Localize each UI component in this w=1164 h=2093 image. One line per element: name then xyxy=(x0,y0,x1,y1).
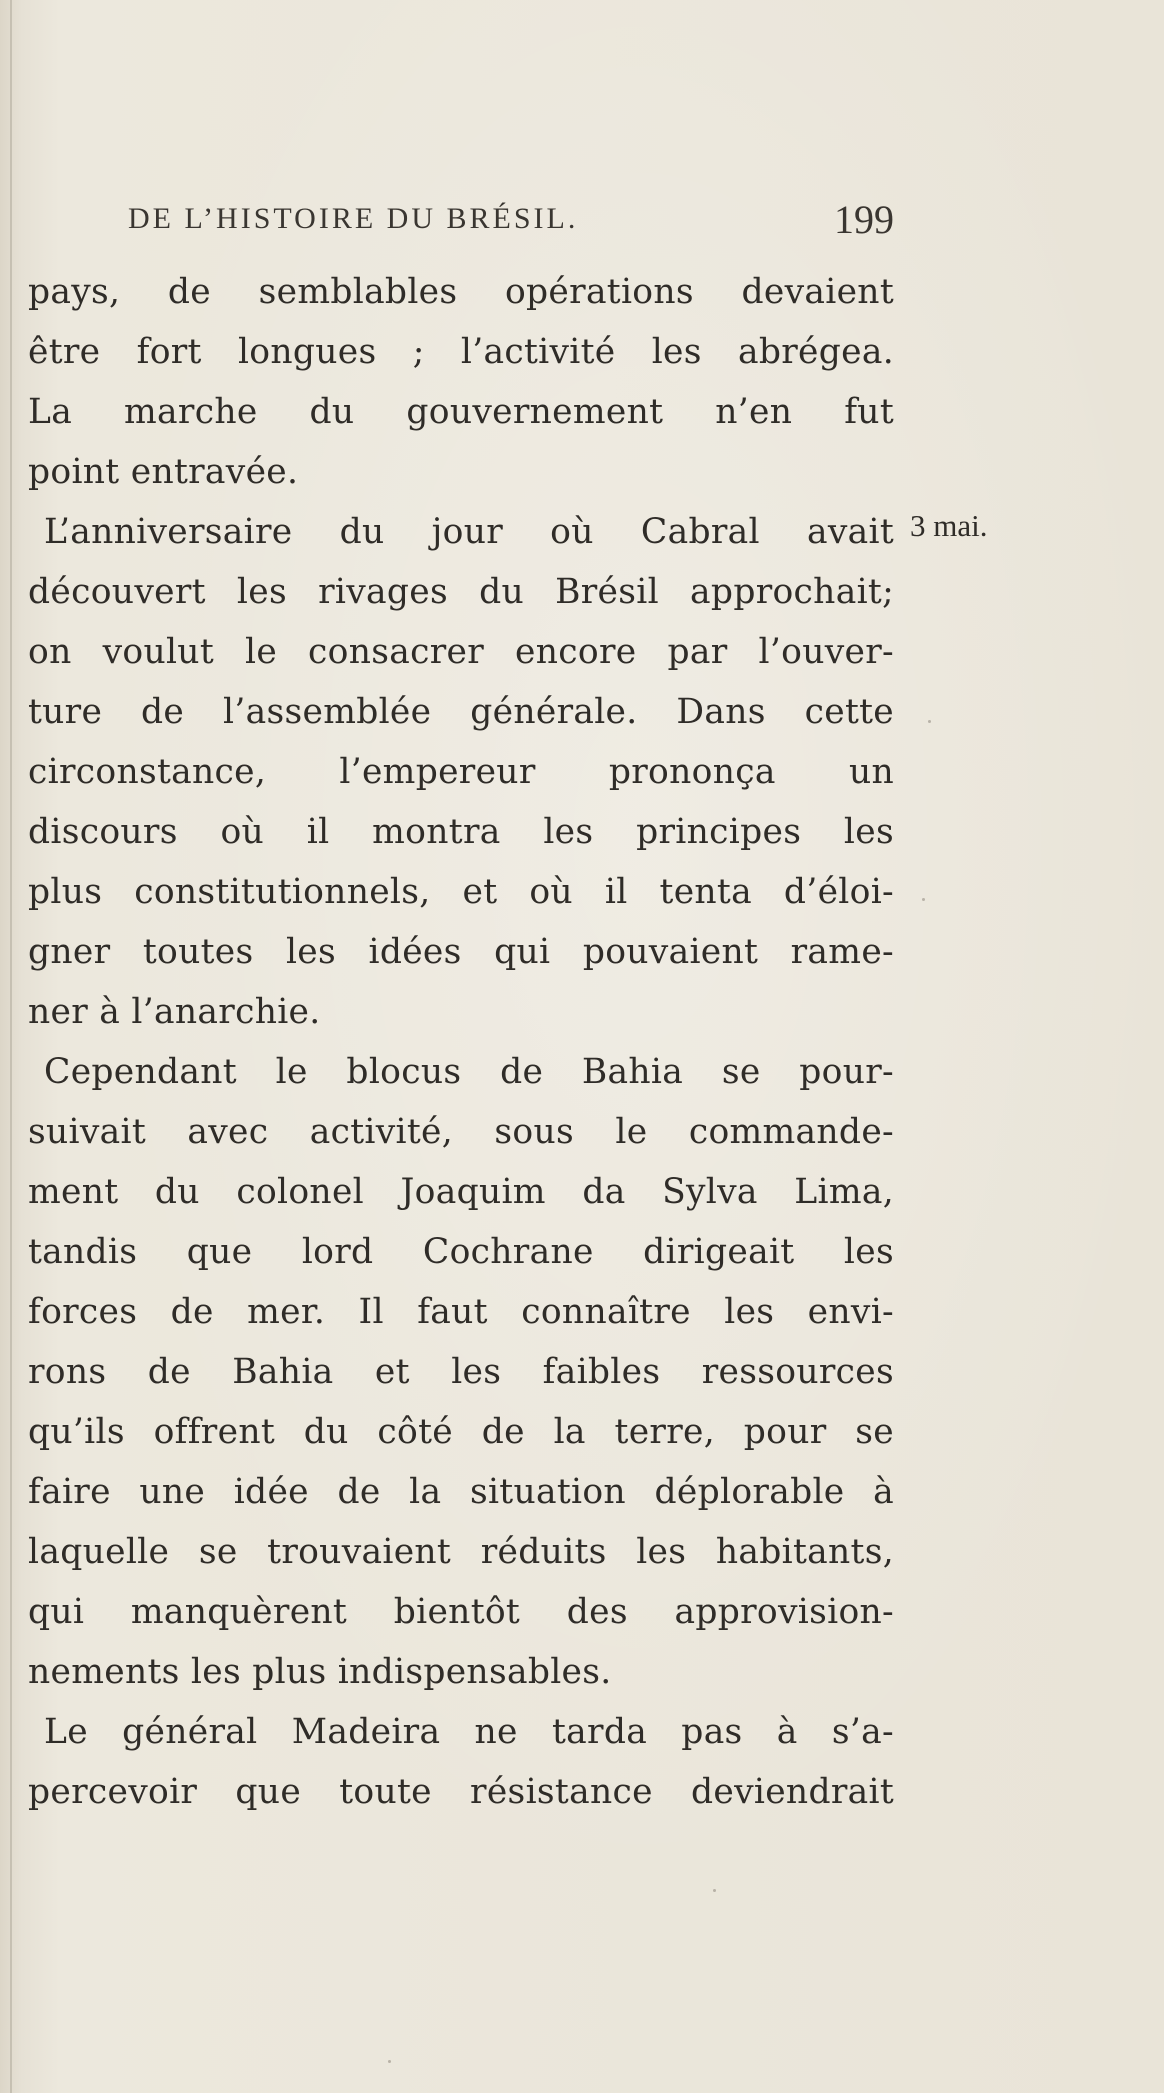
text-line: discours où il montra les principes les xyxy=(28,812,894,852)
text-line: gner toutes les idées qui pouvaient rame- xyxy=(28,932,894,972)
text-line: ner à l’anarchie. xyxy=(28,992,321,1032)
text-line: pays, de semblables opérations devaient xyxy=(28,272,894,312)
text-line: Cependant le blocus de Bahia se pour- xyxy=(44,1052,894,1092)
page-number: 199 xyxy=(834,197,894,242)
paper-speck xyxy=(922,898,925,901)
text-line: ture de l’assemblée générale. Dans cette xyxy=(28,692,894,732)
page-gutter-edge xyxy=(10,0,12,2093)
text-line: laquelle se trouvaient réduits les habitants, xyxy=(28,1532,894,1572)
text-line: découvert les rivages du Brésil approchait; xyxy=(28,572,894,612)
paper-speck xyxy=(713,1889,716,1892)
text-line: on voulut le consacrer encore par l’ouver- xyxy=(28,632,894,672)
text-line: plus constitutionnels, et où il tenta d’éloi- xyxy=(28,872,894,912)
text-line: La marche du gouvernement n’en fut xyxy=(28,392,894,432)
text-line: circonstance, l’empereur prononça un xyxy=(28,752,894,792)
text-line: point entravée. xyxy=(28,452,299,492)
text-line: percevoir que toute résistance deviendrait xyxy=(28,1772,894,1812)
text-line: L’anniversaire du jour où Cabral avait xyxy=(44,512,894,552)
text-line: qui manquèrent bientôt des approvision- xyxy=(28,1592,894,1632)
text-line: Le général Madeira ne tarda pas à s’a- xyxy=(44,1712,894,1752)
running-head: DE L’HISTOIRE DU BRÉSIL. xyxy=(128,202,579,235)
margin-note-date: 3 mai. xyxy=(910,508,988,543)
text-line: suivait avec activité, sous le commande- xyxy=(28,1112,894,1152)
text-line: forces de mer. Il faut connaître les envi- xyxy=(28,1292,894,1332)
body-text xyxy=(28,262,894,1822)
text-line: être fort longues ; l’activité les abrégea. xyxy=(28,332,894,372)
text-line: tandis que lord Cochrane dirigeait les xyxy=(28,1232,894,1272)
text-line: qu’ils offrent du côté de la terre, pour se xyxy=(28,1412,894,1452)
text-line: rons de Bahia et les faibles ressources xyxy=(28,1352,894,1392)
paper-speck xyxy=(928,720,931,723)
text-line: faire une idée de la situation déplorable à xyxy=(28,1472,894,1512)
page-header xyxy=(128,196,894,256)
text-line: ment du colonel Joaquim da Sylva Lima, xyxy=(28,1172,894,1212)
paper-speck xyxy=(388,2060,391,2063)
text-line: nements les plus indispensables. xyxy=(28,1652,612,1692)
